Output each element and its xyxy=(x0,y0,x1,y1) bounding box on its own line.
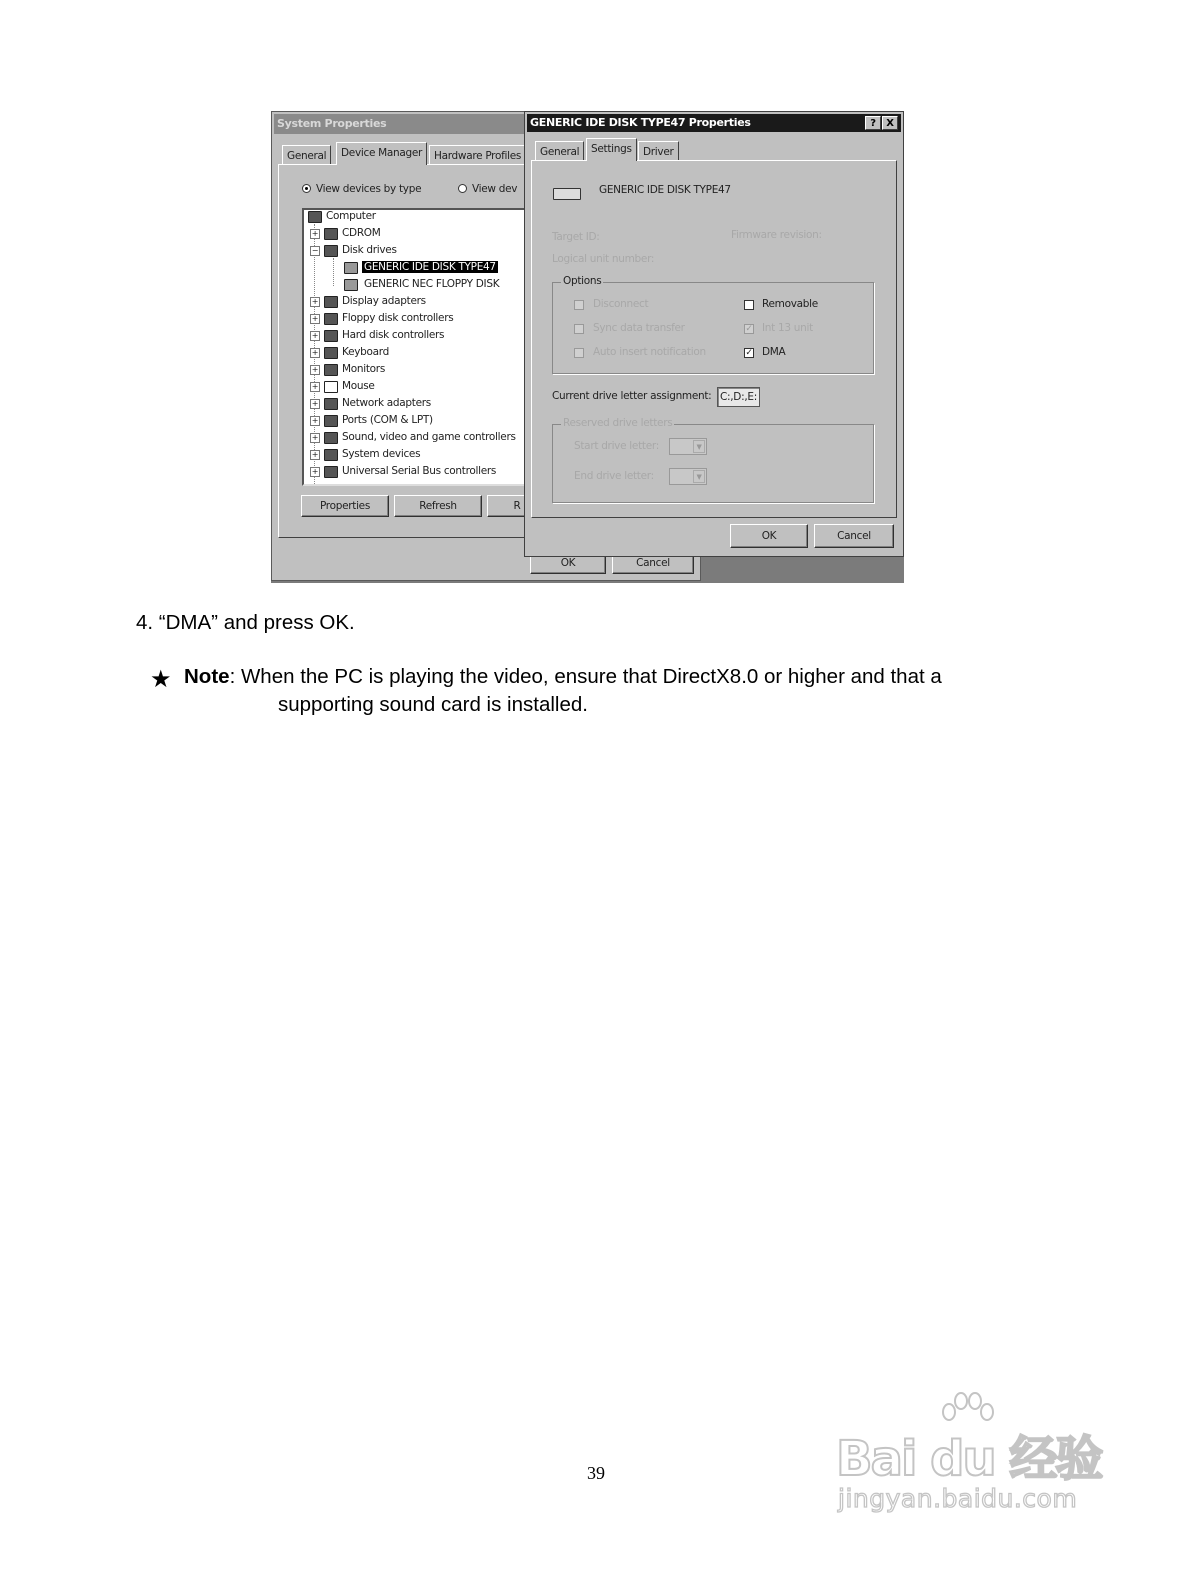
tree-item-ports[interactable]: + Ports (COM & LPT) xyxy=(311,414,433,426)
start-drive-letter-label: Start drive letter: xyxy=(574,440,659,452)
help-icon[interactable]: ? xyxy=(865,116,881,130)
tree-item-generic-ide-disk[interactable]: GENERIC IDE DISK TYPE47 xyxy=(328,259,498,276)
tab-hardware-profiles[interactable]: Hardware Profiles xyxy=(429,145,525,165)
tab-general[interactable]: General xyxy=(535,141,584,161)
disconnect-checkbox xyxy=(574,300,584,310)
computer-icon xyxy=(308,211,322,223)
radio-view-by-connection[interactable]: View dev xyxy=(458,183,517,195)
floppy-controller-icon xyxy=(324,313,338,325)
current-drive-letter-label: Current drive letter assignment: xyxy=(552,390,712,402)
options-group-label: Options xyxy=(563,275,602,287)
note-label: Note xyxy=(184,665,230,688)
usb-icon xyxy=(324,466,338,478)
removable-checkbox[interactable] xyxy=(744,300,754,310)
disk-drive-icon xyxy=(344,262,358,274)
current-drive-letter-field[interactable]: C:,D:,E: xyxy=(717,387,760,407)
system-ok-button[interactable]: OK xyxy=(530,552,606,574)
radio-button-icon xyxy=(302,184,311,193)
mouse-icon xyxy=(324,381,338,393)
hard-disk-controller-icon xyxy=(324,330,338,342)
expand-icon: + xyxy=(311,297,319,306)
cancel-button[interactable]: Cancel xyxy=(814,524,894,548)
dma-checkbox[interactable]: ✓ xyxy=(745,348,753,358)
start-drive-letter-select[interactable] xyxy=(669,438,707,455)
tree-item-sound-video-game[interactable]: + Sound, video and game controllers xyxy=(311,431,516,443)
reserved-drive-letters-group xyxy=(552,417,874,503)
tree-item-hard-disk-controllers[interactable]: + Hard disk controllers xyxy=(311,329,445,341)
chevron-down-icon: ▼ xyxy=(693,440,705,453)
system-cancel-button[interactable]: Cancel xyxy=(612,552,694,574)
refresh-button[interactable]: Refresh xyxy=(394,495,482,517)
reserved-group-label: Reserved drive letters xyxy=(563,417,673,429)
disconnect-label: Disconnect xyxy=(593,298,649,310)
monitor-icon xyxy=(324,364,338,376)
options-group xyxy=(552,275,874,374)
tree-item-display-adapters[interactable]: + Display adapters xyxy=(311,295,426,307)
sync-data-transfer-label: Sync data transfer xyxy=(593,322,685,334)
expand-icon: + xyxy=(311,365,319,374)
watermark-brand: Bai du 经验 xyxy=(836,1431,1102,1487)
tree-item-monitors[interactable]: + Monitors xyxy=(311,363,385,375)
device-name: GENERIC IDE DISK TYPE47 xyxy=(599,184,731,196)
tree-item-usb-controllers[interactable]: + Universal Serial Bus controllers xyxy=(311,465,497,477)
keyboard-icon xyxy=(324,347,338,359)
expand-icon: + xyxy=(311,450,319,459)
system-properties-titlebar: System Properties xyxy=(274,114,698,134)
tree-item-cdrom[interactable]: + CDROM xyxy=(311,227,381,239)
sync-data-transfer-checkbox xyxy=(574,324,584,334)
disk-properties-titlebar: GENERIC IDE DISK TYPE47 Properties ? X xyxy=(527,114,901,132)
page-number: 39 xyxy=(587,1463,605,1483)
step-instruction: 4. “DMA” and press OK. xyxy=(136,611,355,634)
device-tree[interactable] xyxy=(302,208,542,486)
display-adapter-icon xyxy=(324,296,338,308)
dma-label: DMA xyxy=(762,346,786,358)
expand-icon: + xyxy=(311,467,319,476)
star-icon: ★ xyxy=(150,665,172,693)
radio-button-icon xyxy=(458,184,467,193)
cdrom-icon xyxy=(324,228,338,240)
logical-unit-label: Logical unit number: xyxy=(552,253,655,265)
ok-button[interactable]: OK xyxy=(730,524,808,548)
target-id-label: Target ID: xyxy=(552,231,600,243)
properties-button[interactable]: Properties xyxy=(301,495,389,517)
expand-icon: + xyxy=(311,229,319,238)
tree-item-floppy-controllers[interactable]: + Floppy disk controllers xyxy=(311,312,454,324)
end-drive-letter-label: End drive letter: xyxy=(574,470,654,482)
note-line-1: Note: When the PC is playing the video, ensure that DirectX8.0 or higher and that a xyxy=(184,665,942,688)
auto-insert-checkbox xyxy=(574,348,584,358)
note-line-2: supporting sound card is installed. xyxy=(278,693,588,716)
disk-drive-icon xyxy=(324,245,338,257)
system-device-icon xyxy=(324,449,338,461)
tab-general[interactable]: General xyxy=(282,145,331,165)
int13-unit-label: Int 13 unit xyxy=(762,322,813,334)
network-adapter-icon xyxy=(324,398,338,410)
watermark-url: jingyan.baidu.com xyxy=(838,1484,1078,1513)
radio-view-by-type[interactable]: View devices by type xyxy=(302,183,421,195)
firmware-revision-label: Firmware revision: xyxy=(731,229,822,241)
expand-icon: + xyxy=(311,331,319,340)
tree-item-system-devices[interactable]: + System devices xyxy=(311,448,421,460)
tab-settings[interactable]: Settings xyxy=(586,138,637,161)
floppy-drive-icon xyxy=(344,279,358,291)
expand-icon: + xyxy=(311,382,319,391)
expand-icon: + xyxy=(311,399,319,408)
removable-label: Removable xyxy=(762,298,818,310)
collapse-icon: − xyxy=(311,246,319,255)
tab-driver[interactable]: Driver xyxy=(638,141,679,161)
baidu-watermark xyxy=(832,1392,1112,1527)
close-icon[interactable]: X xyxy=(882,116,898,130)
disk-properties-dialog xyxy=(524,111,904,557)
expand-icon: + xyxy=(311,314,319,323)
tree-item-keyboard[interactable]: + Keyboard xyxy=(311,346,389,358)
expand-icon: + xyxy=(311,433,319,442)
remove-button[interactable]: R xyxy=(487,495,547,517)
screenshot-figure xyxy=(271,111,904,583)
tree-item-computer[interactable]: Computer xyxy=(308,208,376,225)
disk-drive-icon xyxy=(553,188,581,200)
tree-item-network-adapters[interactable]: + Network adapters xyxy=(311,397,431,409)
tree-item-generic-nec-floppy[interactable]: GENERIC NEC FLOPPY DISK xyxy=(328,276,499,293)
port-icon xyxy=(324,415,338,427)
chevron-down-icon: ▼ xyxy=(693,470,705,483)
expand-icon: + xyxy=(311,416,319,425)
int13-unit-checkbox: ✓ xyxy=(745,324,753,334)
auto-insert-label: Auto insert notification xyxy=(593,346,706,358)
expand-icon: + xyxy=(311,348,319,357)
tree-item-mouse[interactable]: + Mouse xyxy=(311,380,375,392)
tree-item-disk-drives[interactable]: − Disk drives xyxy=(311,244,397,256)
sound-icon xyxy=(324,432,338,444)
tab-device-manager[interactable]: Device Manager xyxy=(336,142,427,165)
end-drive-letter-select[interactable] xyxy=(669,468,707,485)
